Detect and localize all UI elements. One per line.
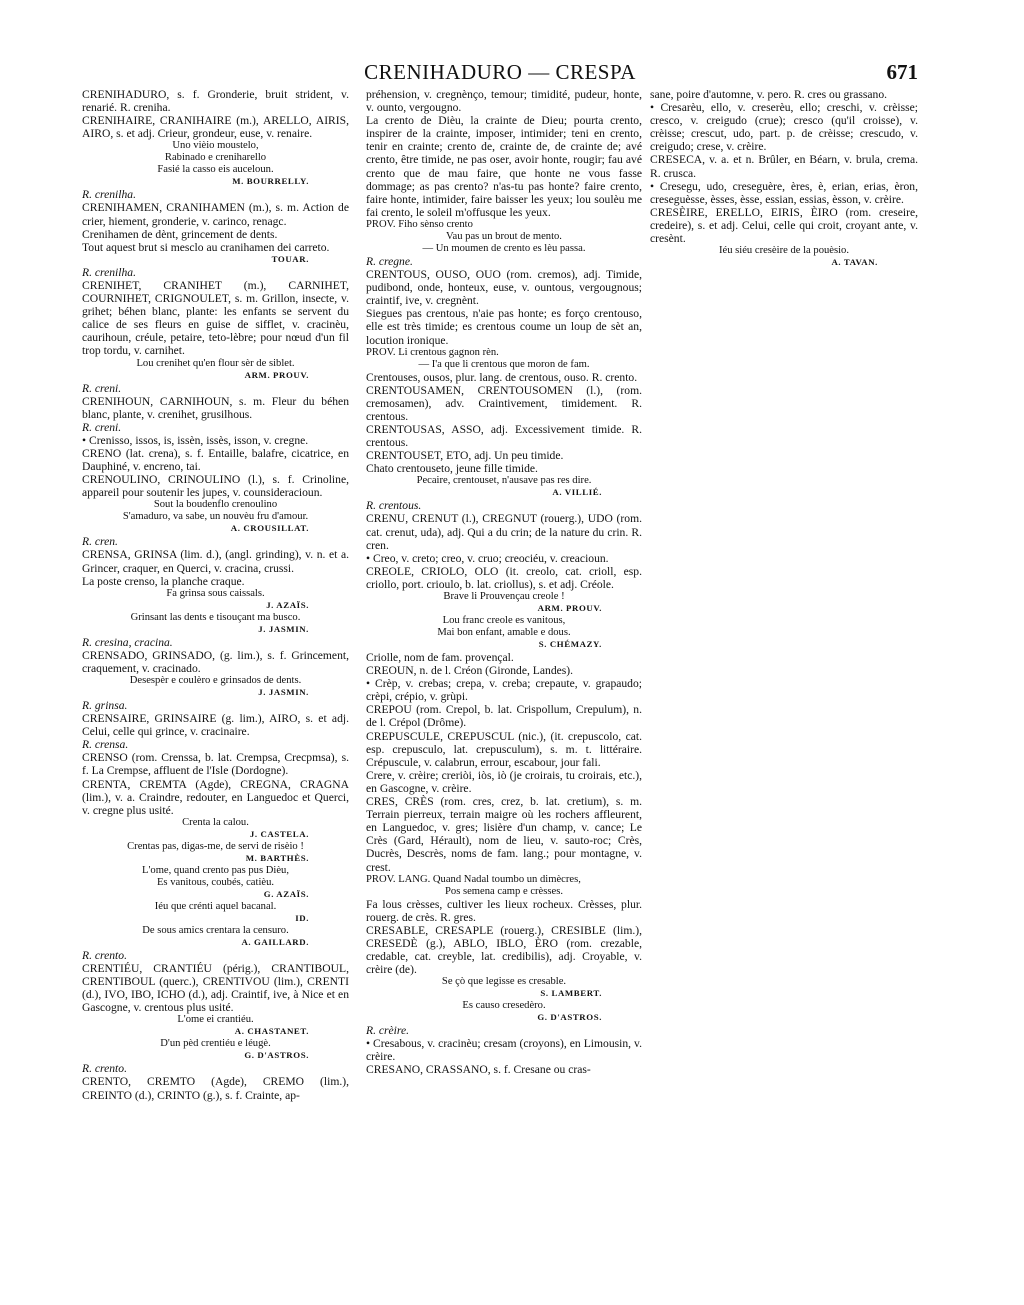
author-credit: M. BOURRELLY. bbox=[232, 176, 309, 187]
author-credit: G. D'ASTROS. bbox=[244, 1050, 309, 1061]
dictionary-entry: CRES, CRÈS (rom. cres, crez, b. lat. cretium), s. m. Terrain pierreux, terrain maigre où les rochers affleurent, en Languedoc, v. gres; lisière d'un champ, v. cance; Le Crès (Gard, Hérault), nom de lieu, v. sauto-roc; Crès, Ducrès, Descrès, noms de fam. lang.; pour montagne, v. crest. bbox=[366, 795, 642, 874]
verse-line: Rabinado e creniharello bbox=[164, 152, 267, 164]
verse-line: Es vanitous, coubés, catièu. bbox=[156, 876, 275, 888]
dictionary-entry: CREPUSCULE, CREPUSCUL (nic.), (it. crepuscolo, cat. esp. crepusculo, lat. crepusculum), s. m. t. littéraire. Crépuscule, v. calabrun, errour, escabour, jour fali. bbox=[366, 729, 642, 769]
author-credit: TOUAR. bbox=[271, 253, 309, 264]
verse-line: Desespèr e coulèro e grinsados de dents. bbox=[129, 675, 302, 686]
author-credit: M. BARTHÈS. bbox=[245, 852, 309, 863]
etymology-reference: R. creni. bbox=[82, 381, 122, 395]
dictionary-entry: CRESÈIRE, ERELLO, EIRIS, ÈIRO (rom. creseire, credeire), s. et adj. Celui, celle qui croit, croyant ante, v. cresènt. bbox=[650, 205, 918, 246]
author-credit: A. CHASTANET. bbox=[234, 1026, 309, 1037]
dictionary-entry: • Cresegu, udo, creseguère, ères, è, erian, erias, èron, creseguèsse, èsses, èsse, essian, essias, èsson, v. crèire. bbox=[650, 179, 918, 206]
author-credit: A. GAILLARD. bbox=[241, 936, 309, 947]
dictionary-entry: CRENTOUS, OUSO, OUO (rom. cremos), adj. Timide, pudibond, onde, honteux, euse, v. ountous, vergougnous; craintif, ive, v. cregnènt. bbox=[366, 268, 642, 308]
etymology-reference: R. crenilha. bbox=[82, 265, 136, 279]
dictionary-entry: CRENIHET, CRANIHET (m.), CARNIHET, COURNIHET, CRIGNOULET, s. m. Grillon, insecte, v. grihet; béhen blanc, plante: les enfants se servent du calice de ses fleurs en guise de sifflet, v. cracinèu, caurihoun, créule, petaire, teto-lèbre; pour nœud d'un fil trop tordu, v. carnihet. bbox=[82, 278, 349, 358]
dictionary-entry: Siegues pas crentous, n'aie pas honte; es forço crentouso, elle est très timide; es crentous coume un loup de sèt an, locution ironique. bbox=[366, 307, 642, 347]
verse-line: — I'a que li crentous que moron de fam. bbox=[418, 358, 590, 370]
author-credit: S. CHÉMAZY. bbox=[538, 639, 602, 649]
etymology-reference: R. crensa. bbox=[82, 738, 129, 752]
proverb-line: PROV. Li crentous gagnon rèn. bbox=[366, 346, 499, 358]
proverb-line: PROV. LANG. Quand Nadal toumbo un dimècres, bbox=[366, 873, 581, 885]
dictionary-entry: CRENTOUSET, ETO, adj. Un peu timide. bbox=[366, 449, 564, 463]
etymology-reference: R. cregne. bbox=[366, 254, 413, 268]
dictionary-entry: La crento de Dièu, la crainte de Dieu; pourta crento, inspirer de la crainte, imposer, intimider; teni en crento, tenir en crainte; crento de, crainte de, de crainte de; avé crento, être timide, ne pas oser, avoir honte, rougir; fau avé crento que de mau faire, que honte ne vous fasse dommage; as pas crento? n'as-tu pas honte? faire crento, faire honte, intimider, faire baisser les yeux; lou soulèu me fai crento, le soleil m'offusque les yeux. bbox=[366, 114, 642, 219]
dictionary-entry: CRENIHAMEN, CRANIHAMEN (m.), s. m. Action de crier, hiement, gronderie, v. carinco, renagc. bbox=[82, 201, 349, 228]
etymology-reference: R. crèire. bbox=[366, 1024, 410, 1038]
author-credit: A. VILLIÉ. bbox=[552, 487, 602, 498]
dictionary-entry: CRENTIÉU, CRANTIÉU (périg.), CRANTIBOUL, CRENTIBOUL (querc.), CRENTIVOU (lim.), CRENTI (d.), IVO, IBO, ICHO (d.), adj. Craintif, ive, à Nice et en Gascogne, v. crentous plus usité. bbox=[82, 961, 349, 1015]
verse-line: S'amaduro, va sabe, un nouvèu fru d'amour. bbox=[122, 511, 309, 523]
dictionary-entry: préhension, v. cregnènço, temour; timidité, pudeur, honte, v. ounto, vergougno. bbox=[366, 88, 642, 115]
verse-line: Brave li Prouvençau creole ! bbox=[443, 591, 565, 602]
verse-line: Pos semena camp e crèsses. bbox=[445, 885, 563, 897]
etymology-reference: R. crento. bbox=[82, 1062, 127, 1076]
author-credit: ARM. PROUV. bbox=[537, 603, 602, 613]
verse-line: Lou franc creole es vanitous, bbox=[442, 615, 566, 626]
page-header bbox=[82, 60, 918, 88]
dictionary-entry: Crenihamen de dènt, grincement de dents. bbox=[82, 227, 278, 241]
verse-line: Vau pas un brout de mento. bbox=[446, 230, 562, 242]
verse-line: Sout la boudenflo crenoulino bbox=[153, 499, 278, 511]
dictionary-entry: CREPOU (rom. Crepol, b. lat. Crispollum, Crepulum), n. de l. Crépol (Drôme). bbox=[366, 703, 642, 730]
dictionary-entry: Chato crentouseto, jeune fille timide. bbox=[366, 462, 538, 476]
dictionary-entry: CRENIHAIRE, CRANIHAIRE (m.), ARELLO, AIRIS, AIRO, s. et adj. Crieur, grondeur, euse, v. renaire. bbox=[82, 114, 349, 141]
dictionary-entry: sane, poire d'automne, v. pero. R. cres ou grassano. bbox=[650, 88, 888, 101]
running-title: CRENIHADURO — CRESPA bbox=[364, 60, 636, 84]
dictionary-entry: Tout aquest brut si mesclo au cranihamen dei carreto. bbox=[82, 240, 330, 254]
dictionary-entry: CRENTO, CREMTO (Agde), CREMO (lim.), CREINTO (d.), CRINTO (g.), s. f. Crainte, ap- bbox=[82, 1075, 349, 1102]
dictionary-entry: La poste crenso, la planche craque. bbox=[82, 574, 245, 588]
verse-line: Pecaire, crentouset, n'ausave pas res dire. bbox=[416, 475, 592, 487]
verse-line: Mai bon enfant, amable e dous. bbox=[437, 627, 571, 638]
author-credit: J. AZAÏS. bbox=[266, 599, 309, 610]
dictionary-entry: Fa lous crèsses, cultiver les lieux rocheux. Crèsses, plur. rouerg. de crès. R. gres. bbox=[366, 897, 642, 924]
proverb-line: PROV. Fiho sènso crento bbox=[366, 218, 473, 230]
dictionary-entry: CRESECA, v. a. et n. Brûler, en Béarn, v. brula, crema. R. crusca. bbox=[650, 153, 918, 180]
dictionary-entry: CRENOULINO, CRINOULINO (l.), s. f. Crinoline, appareil pour soutenir les jupes, v. counsideracioun. bbox=[82, 473, 349, 500]
verse-line: Grinsant las dents e tisouçant ma busco. bbox=[130, 611, 301, 623]
author-credit: J. JASMIN. bbox=[258, 623, 309, 634]
dictionary-entry: • Creo, v. creto; creo, v. cruo; creociéu, v. creacioun. bbox=[366, 551, 609, 565]
dictionary-entry: CRENIHADURO, s. f. Gronderie, bruit strident, v. renarié. R. creniha. bbox=[82, 88, 349, 115]
column-right bbox=[650, 88, 918, 1298]
dictionary-entry: • Cresarèu, ello, v. creserèu, ello; creschi, v. crèisse; cresco, v. creigudo (crue); cresco (qu'il croisse), v. crèisse; crescut, udo, part. p. de crèisse; crescudo, v. creigudo; crese, v. crèire. bbox=[650, 101, 918, 154]
verse-line: Crenta la calou. bbox=[182, 816, 249, 828]
author-credit: J. JASMIN. bbox=[258, 687, 309, 697]
etymology-reference: R. crento. bbox=[82, 948, 127, 962]
dictionary-entry: • Crèp, v. crebas; crepa, v. creba; crepaute, v. grapaudo; crèpi, crépio, v. grùpi. bbox=[366, 677, 642, 704]
verse-line: — Un moumen de crento es lèu passa. bbox=[422, 242, 586, 254]
dictionary-entry: CRESABLE, CRESAPLE (rouerg.), CRESIBLE (lim.), CRESEDÈ (g.), ABLO, IBLO, ÈRO (rom. crezable, credable, cat. creyble, lat. credibilis), adj. Croyable, v. crèire (de). bbox=[366, 923, 642, 977]
verse-line: L'ome, quand crento pas pus Dièu, bbox=[142, 864, 289, 876]
verse-line: D'un pèd crentiéu e léugè. bbox=[160, 1038, 271, 1050]
dictionary-entry: Criolle, nom de fam. provençal. bbox=[366, 651, 514, 664]
column-middle bbox=[366, 88, 642, 1298]
author-credit: A. CROUSILLAT. bbox=[230, 523, 309, 534]
verse-line: Se çò que legisse es cresable. bbox=[441, 976, 567, 988]
author-credit: G. AZAÏS. bbox=[263, 888, 309, 899]
dictionary-entry: CRENSAIRE, GRINSAIRE (g. lim.), AIRO, s. et adj. Celui, celle qui grince, v. cracinaire. bbox=[82, 712, 349, 739]
dictionary-entry: CRENSO (rom. Crenssa, b. lat. Crempsa, Crecpmsa), s. f. La Crempse, affluent de l'Isle (Dordogne). bbox=[82, 751, 349, 778]
author-credit: G. D'ASTROS. bbox=[537, 1012, 602, 1023]
dictionary-entry: CREOLE, CRIOLO, OLO (it. creolo, cat. crioll, esp. criollo, port. crioulo, b. lat. criollus), s. et adj. Créole. bbox=[366, 564, 642, 591]
dictionary-entry: CRENSA, GRINSA (lim. d.), (angl. grinding), v. n. et a. Grincer, craquer, en Querci, v. cracina, crussi. bbox=[82, 548, 349, 575]
etymology-reference: R. crenilha. bbox=[82, 188, 136, 202]
dictionary-entry: CRENTA, CREMTA (Agde), CREGNA, CRAGNA (lim.), v. a. Craindre, redouter, en Languedoc et Querci, v. cregne plus usité. bbox=[82, 777, 349, 817]
dictionary-entry: CRENU, CRENUT (l.), CREGNUT (rouerg.), UDO (rom. cat. crenut, uda), adj. Qui a du crin; de la nature du crin. R. cren. bbox=[366, 512, 642, 552]
verse-line: L'ome ei crantiéu. bbox=[177, 1014, 254, 1026]
author-credit: ARM. PROUV. bbox=[244, 369, 309, 380]
dictionary-entry: CRENIHOUN, CARNIHOUN, s. m. Fleur du béhen blanc, plante, v. crenihet, grusilhous. bbox=[82, 394, 349, 421]
dictionary-entry: CRENSADO, GRINSADO, (g. lim.), s. f. Grincement, craquement, v. cracinado. bbox=[82, 648, 349, 675]
verse-line: De sous amics crentara la censuro. bbox=[142, 924, 289, 936]
dictionary-entry: • Cresabous, v. cracinèu; cresam (croyons), en Limousin, v. crèire. bbox=[366, 1037, 642, 1064]
verse-line: Iéu siéu cresèire de la pouèsio. bbox=[718, 245, 849, 257]
dictionary-entry: Crentouses, ousos, plur. lang. de crentous, ouso. R. crento. bbox=[366, 370, 638, 384]
author-credit: S. LAMBERT. bbox=[540, 988, 602, 999]
dictionary-entry: CRENTOUSAS, ASSO, adj. Excessivement timide. R. crentous. bbox=[366, 422, 642, 450]
etymology-reference: R. creni. bbox=[82, 420, 122, 434]
etymology-reference: R. cresina, cracina. bbox=[82, 635, 173, 649]
dictionary-entry: CRENTOUSAMEN, CRENTOUSOMEN (l.), (rom. cremosamen), adv. Craintivement, timidement. R. crentous. bbox=[366, 383, 642, 423]
author-credit: ID. bbox=[295, 912, 309, 923]
verse-line: Uno vièio moustelo, bbox=[172, 140, 259, 152]
dictionary-entry: • Crenisso, issos, is, issèn, issès, isson, v. cregne. bbox=[82, 433, 309, 447]
verse-line: Iéu que crénti aquel bacanal. bbox=[154, 900, 277, 912]
verse-line: Fasié la casso eis auceloun. bbox=[157, 164, 274, 176]
verse-line: Fa grinsa sous caissals. bbox=[166, 587, 265, 599]
etymology-reference: R. crentous. bbox=[366, 499, 422, 513]
author-credit: A. TAVAN. bbox=[831, 257, 878, 268]
etymology-reference: R. cren. bbox=[82, 535, 118, 549]
author-credit: J. CASTELA. bbox=[249, 828, 309, 839]
column-left bbox=[82, 88, 349, 1298]
verse-line: Es causo cresedèro. bbox=[462, 1000, 546, 1012]
dictionary-entry: CRENO (lat. crena), s. f. Entaille, balafre, cicatrice, en Dauphiné, v. encreno, tai. bbox=[82, 446, 349, 474]
verse-line: Crentas pas, digas-me, de servi de risèio ! bbox=[127, 840, 304, 852]
etymology-reference: R. grinsa. bbox=[82, 699, 128, 712]
dictionary-entry: CREOUN, n. de l. Créon (Gironde, Landes). bbox=[366, 664, 574, 678]
page-number: 671 bbox=[886, 60, 918, 84]
dictionary-entry: Crere, v. crèire; creriòi, iòs, iò (je croirais, tu croirais, etc.), en Gascogne, v. crèire. bbox=[366, 768, 642, 795]
dictionary-entry: CRESANO, CRASSANO, s. f. Cresane ou cras- bbox=[366, 1063, 591, 1077]
verse-line: Lou crenihet qu'en flour sèr de siblet. bbox=[136, 357, 295, 369]
